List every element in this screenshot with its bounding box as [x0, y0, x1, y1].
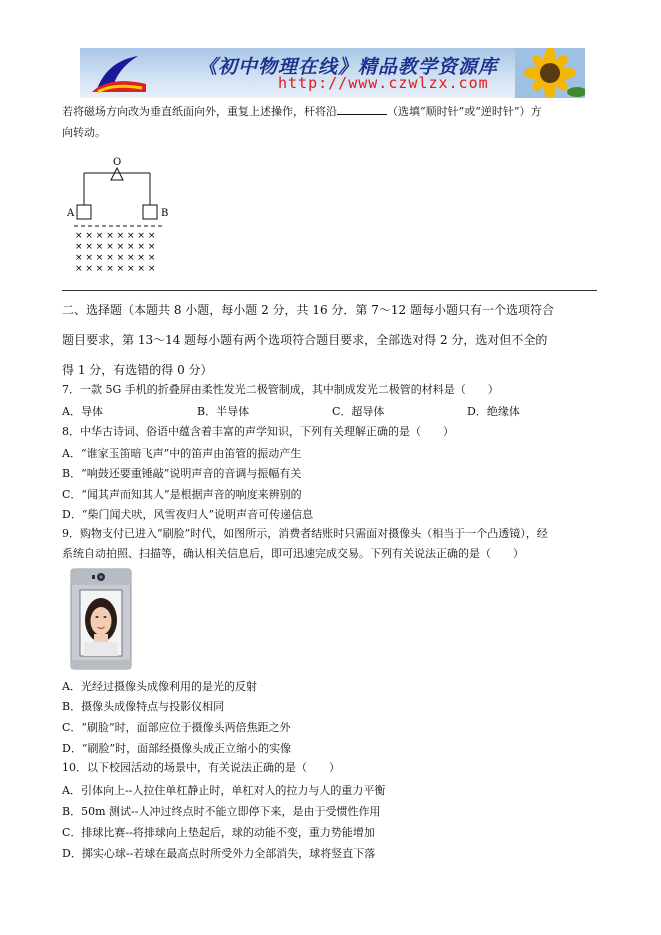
field-row-1: × × × × × × × × [75, 231, 156, 241]
q8-option-a[interactable]: A．“谁家玉笛暗飞声”中的笛声由笛管的振动产生 [62, 447, 302, 460]
intro-text-before: 若将磁场方向改为垂直纸面向外，重复上述操作，杆将沿 [62, 105, 337, 118]
pivot-triangle [111, 168, 123, 180]
q9-option-c[interactable]: C．“刷脸”时，面部应位于摄像头两倍焦距之外 [62, 721, 291, 734]
section-divider [62, 290, 597, 291]
intro-text-after: （选填“顺时针”或“逆时针”）方 [387, 105, 542, 118]
q10-option-b[interactable]: B．50m 测试--人冲过终点时不能立即停下来，是由于受惯性作用 [62, 805, 381, 818]
header-banner [80, 48, 585, 98]
block-a [77, 205, 91, 219]
banner-url[interactable]: http://www.czwlzx.com [278, 74, 489, 92]
q8-option-b[interactable]: B．“响鼓还要重锤敲”说明声音的音调与振幅有关 [62, 467, 302, 480]
lever-field-diagram [62, 152, 182, 274]
q10-stem: 10．以下校园活动的场景中，有关说法正确的是（ ） [62, 761, 340, 774]
label-o: O [113, 157, 122, 168]
q8-stem: 8．中华古诗词、俗语中蕴含着丰富的声学知识，下列有关理解正确的是（ ） [62, 425, 454, 438]
section2-line-2: 题目要求，第 13～14 题每小题有两个选项符合题目要求，全部选对得 2 分，选对但不全的 [62, 333, 548, 347]
label-a: A [67, 208, 75, 219]
q8-option-c[interactable]: C．“闻其声而知其人”是根据声音的响度来辨别的 [62, 488, 302, 501]
q10-option-c[interactable]: C．排球比赛--将排球向上垫起后，球的动能不变，重力势能增加 [62, 826, 375, 839]
answer-blank[interactable] [337, 104, 387, 115]
camera-indicator [92, 575, 95, 579]
q8-option-d[interactable]: D．“柴门闻犬吠，风雪夜归人”说明声音可传递信息 [62, 508, 314, 521]
q9-stem-line-2: 系统自动拍照、扫描等，确认相关信息后，即可迅速完成交易。下列有关说法正确的是（ ） [62, 547, 524, 560]
site-logo [88, 52, 148, 96]
q7-option-a[interactable]: A．导体 [62, 405, 103, 418]
block-b [143, 205, 157, 219]
face [91, 607, 112, 635]
face-payment-terminal [70, 568, 132, 670]
intro-line-2: 向转动。 [62, 126, 106, 139]
label-b: B [161, 208, 169, 219]
q9-option-a[interactable]: A．光经过摄像头成像利用的是光的反射 [62, 680, 257, 693]
q7-stem: 7．一款 5G 手机的折叠屏由柔性发光二极管制成，其中制成发光二极管的材料是（ ） [62, 383, 499, 396]
sunflower-icon [515, 48, 585, 98]
q7-option-b[interactable]: B．半导体 [197, 405, 250, 418]
field-row-3: × × × × × × × × [75, 253, 156, 263]
intro-line-1 [62, 104, 542, 119]
q9-option-b[interactable]: B．摄像头成像特点与投影仪相同 [62, 700, 225, 713]
q7-option-c[interactable]: C．超导体 [332, 405, 385, 418]
terminal-bottom-strip [71, 660, 131, 669]
section2-line-3: 得 1 分，有选错的得 0 分） [62, 363, 213, 377]
section2-line-1: 二、选择题（本题共 8 小题，每小题 2 分，共 16 分．第 7～12 题每小题只有一个选项符合 [62, 303, 554, 317]
q9-option-d[interactable]: D．“刷脸”时，面部经摄像头成正立缩小的实像 [62, 742, 292, 755]
banner-title: 《初中物理在线》精品教学资源库 [198, 56, 499, 78]
q9-stem-line-1: 9．购物支付已进入“刷脸”时代，如图所示，消费者结账时只需面对摄像头（相当于一个凸透镜），经 [62, 527, 548, 540]
field-row-2: × × × × × × × × [75, 242, 156, 252]
q10-option-d[interactable]: D．掷实心球--若球在最高点时所受外力全部消失，球将竖直下落 [62, 847, 376, 860]
q7-option-d[interactable]: D．绝缘体 [467, 405, 520, 418]
field-row-4: × × × × × × × × [75, 264, 156, 274]
q10-option-a[interactable]: A．引体向上--人拉住单杠静止时，单杠对人的拉力与人的重力平衡 [62, 784, 386, 797]
